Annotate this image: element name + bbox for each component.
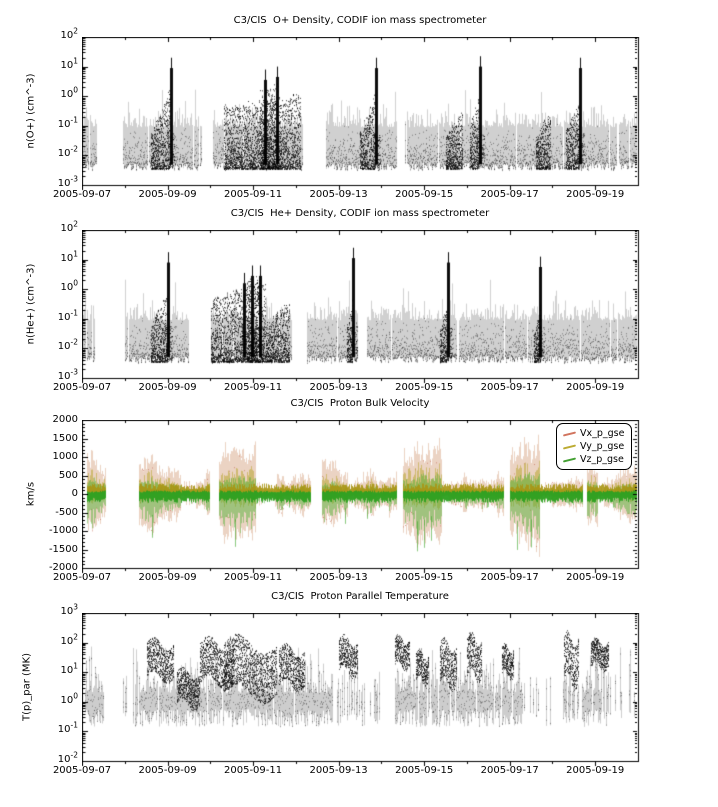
x-tick-label: 2005-09-17 [480,572,539,583]
x-tick-label: 2005-09-07 [52,382,112,393]
x-tick-label: 2005-09-19 [566,765,625,776]
legend-label-vy: Vy_p_gse [580,441,625,452]
x-tick-label: 2005-09-19 [566,572,625,583]
y-tick-label: -2000 [48,562,78,573]
x-tick-label: 2005-09-17 [480,382,539,393]
y-tick-label: $10^0$ [60,85,78,101]
legend-row-vy [563,440,624,453]
y-tick-label: $10^0$ [60,691,78,706]
legend-label-vz: Vz_p_gse [580,454,624,465]
x-tick-label: 2005-09-09 [138,765,197,776]
panel2-title: C3/CIS He+ Density, CODIF ion mass spectrometer [230,208,490,219]
y-tick-label: -1000 [48,525,78,536]
vx-line-swatch-icon [563,431,576,436]
panel4-ylabel: T(p)_par (MK) [21,652,33,722]
x-tick-label: 2005-09-07 [52,765,112,776]
y-tick-label: $10^2$ [60,219,78,234]
x-tick-label: 2005-09-09 [138,572,197,583]
proton-temperature-plot-canvas [82,613,640,768]
legend-row-vz [563,453,624,466]
panel1-ylabel: n(O+) (cm^-3) [25,73,37,149]
y-tick-label: 0 [71,488,78,499]
panel1-title: C3/CIS O+ Density, CODIF ion mass spectrometer [233,15,487,26]
x-tick-label: 2005-09-09 [138,189,197,200]
x-tick-label: 2005-09-17 [480,189,539,200]
y-tick-label: -500 [55,506,78,518]
y-tick-label: 2000 [52,414,78,425]
y-tick-label: 500 [58,469,78,481]
x-tick-label: 2005-09-11 [224,189,283,200]
y-tick-label: $10^{-2}$ [57,145,78,160]
x-tick-label: 2005-09-11 [224,382,283,393]
x-tick-label: 2005-09-11 [224,765,283,776]
y-tick-label: $10^2$ [60,26,78,41]
x-tick-label: 2005-09-15 [395,189,454,200]
panel2-ylabel: n(He+) (cm^-3) [25,263,37,345]
y-tick-label: $10^{-2}$ [57,338,78,353]
y-tick-label: $10^{-3}$ [57,367,78,382]
y-tick-label: $10^0$ [60,278,78,294]
panel3-title: C3/CIS Proton Bulk Velocity [290,398,430,409]
panel3-ylabel: km/s [25,481,37,507]
x-tick-label: 2005-09-13 [309,765,368,776]
x-tick-label: 2005-09-15 [395,765,454,776]
velocity-legend [556,423,632,470]
x-tick-label: 2005-09-15 [395,382,454,393]
x-tick-label: 2005-09-11 [224,572,283,583]
x-tick-label: 2005-09-07 [52,189,112,200]
legend-row-vx [563,427,624,440]
y-tick-label: 1000 [52,451,78,462]
y-tick-label: $10^{-1}$ [57,721,78,736]
x-tick-label: 2005-09-09 [138,382,197,393]
y-tick-label: $10^1$ [60,661,78,677]
y-tick-label: -1500 [48,543,78,555]
y-tick-label: $10^1$ [60,249,78,264]
vz-line-swatch-icon [563,457,576,462]
x-tick-label: 2005-09-13 [309,189,368,200]
x-tick-label: 2005-09-07 [52,572,112,583]
x-tick-label: 2005-09-19 [566,382,625,393]
x-tick-label: 2005-09-13 [309,382,368,393]
x-tick-label: 2005-09-19 [566,189,625,200]
he-density-plot-canvas [82,230,640,385]
y-tick-label: $10^2$ [60,632,78,647]
y-tick-label: $10^3$ [60,602,78,617]
y-tick-label: $10^1$ [60,56,78,71]
y-tick-label: $10^{-3}$ [57,174,78,189]
y-tick-label: 1500 [52,432,78,444]
panel4-title: C3/CIS Proton Parallel Temperature [271,591,449,602]
x-tick-label: 2005-09-17 [480,765,539,776]
x-tick-label: 2005-09-15 [395,572,454,583]
y-tick-label: $10^{-1}$ [57,308,78,323]
y-tick-label: $10^{-1}$ [57,115,78,130]
x-tick-label: 2005-09-13 [309,572,368,583]
legend-label-vx: Vx_p_gse [580,428,625,439]
vy-line-swatch-icon [563,444,576,449]
y-tick-label: $10^{-2}$ [57,750,78,765]
o-density-plot-canvas [82,37,640,192]
